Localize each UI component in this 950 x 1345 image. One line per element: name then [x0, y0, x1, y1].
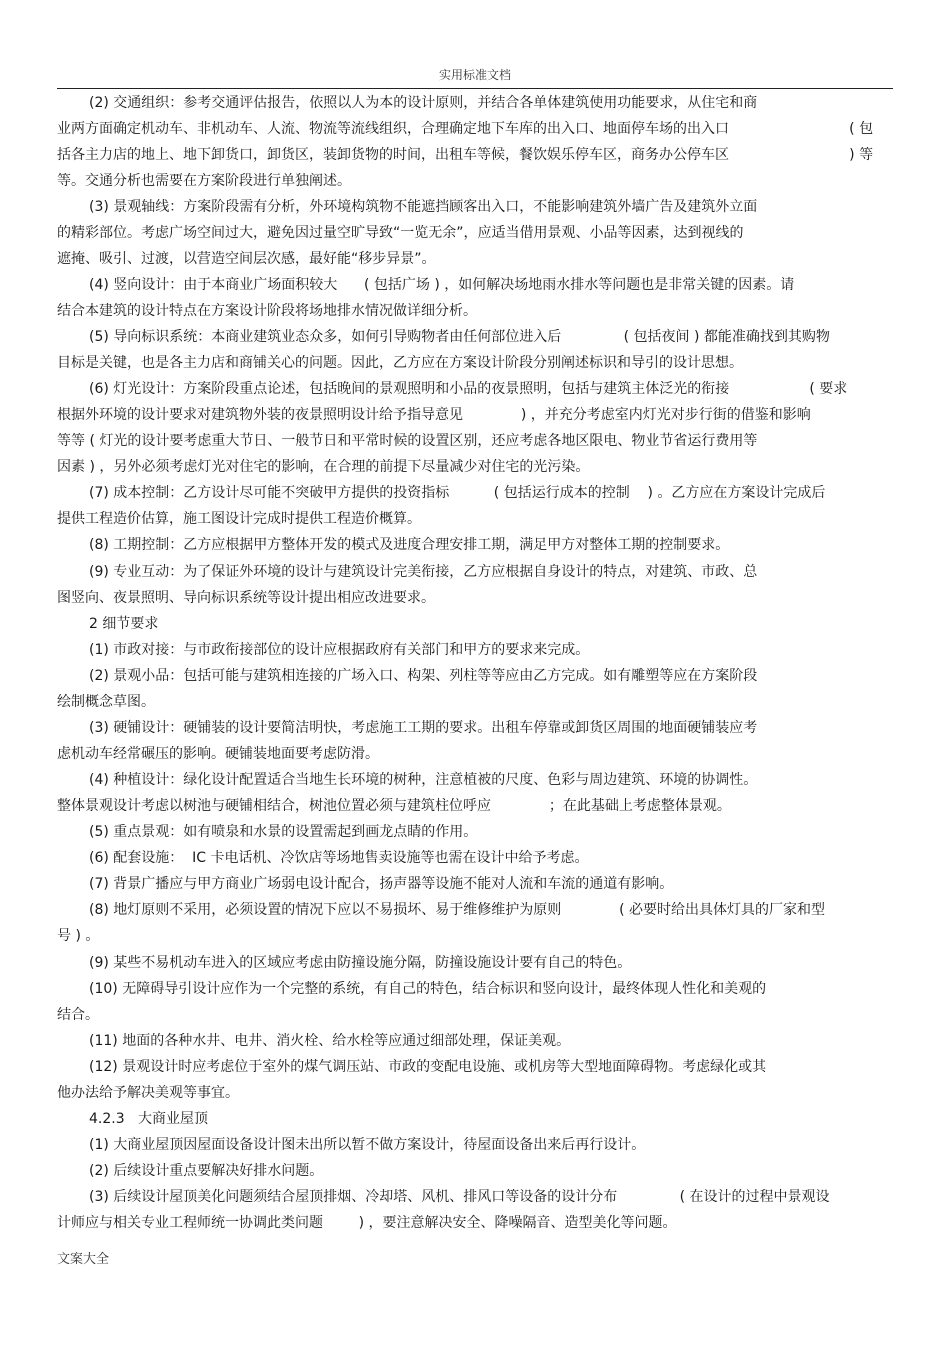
text-line: (4) 种植设计：绿化设计配置适合当地生长环境的树种，注意植被的尺度、色彩与周边建筑、环境的协调性。 [89, 772, 758, 788]
text-line: (9) 专业互动：为了保证外环境的设计与建筑设计完美衔接，乙方应根据自身设计的特点，对建筑、市政、总 [89, 564, 758, 580]
text-line: (7) 成本控制：乙方设计尽可能不突破甲方提供的投资指标 ( 包括运行成本的控制 ) 。乙方应在方案设计完成后 [89, 485, 826, 501]
text-line: (9) 某些不易机动车进入的区域应考虑由防撞设施分隔，防撞设施设计要有自己的特色。 [89, 955, 632, 971]
text-line: (1) 大商业屋顶因屋面设备设计图未出所以暂不做方案设计，待屋面设备出来后再行设计。 [89, 1137, 646, 1153]
text-line: (2) 后续设计重点要解决好排水问题。 [89, 1163, 324, 1179]
text-line: 计师应与相关专业工程师统一协调此类问题 ) ，要注意解决安全、降噪隔音、造型美化等问题。 [57, 1215, 677, 1231]
text-line: 因素 ) ，另外必须考虑灯光对住宅的影响，在合理的前提下尽量减少对住宅的光污染。 [57, 459, 590, 475]
section-heading: 4.2.3 大商业屋顶 [89, 1111, 208, 1127]
text-line: (3) 硬铺设计：硬铺装的设计要简洁明快，考虑施工工期的要求。出租车停靠或卸货区周围的地面硬铺装应考 [89, 720, 758, 736]
text-line: (6) 灯光设计：方案阶段重点论述，包括晚间的景观照明和小品的夜景照明，包括与建筑主体泛光的衔接 ( 要求 [89, 381, 848, 397]
text-line: (11) 地面的各种水井、电井、消火栓、给水栓等应通过细部处理，保证美观。 [89, 1033, 571, 1049]
text-line: 遮掩、吸引、过渡，以营造空间层次感，最好能“移步异景”。 [57, 251, 436, 267]
text-line: 虑机动车经常碾压的影响。硬铺装地面要考虑防滑。 [57, 746, 379, 762]
text-line: 等。交通分析也需要在方案阶段进行单独阐述。 [57, 173, 351, 189]
text-line: 他办法给予解决美观等事宜。 [57, 1085, 239, 1101]
text-line: 根据外环境的设计要求对建筑物外装的夜景照明设计给予指导意见 ) ，并充分考虑室内灯光对步行街的借鉴和影响 [57, 407, 811, 423]
text-line: 提供工程造价估算，施工图设计完成时提供工程造价概算。 [57, 511, 421, 527]
text-line: 号 ) 。 [57, 928, 100, 944]
text-line: (3) 景观轴线：方案阶段需有分析，外环境构筑物不能遮挡顾客出入口，不能影响建筑外墙广告及建筑外立面 [89, 199, 758, 215]
text-line: (2) 景观小品：包括可能与建筑相连接的广场入口、构架、列柱等等应由乙方完成。如有雕塑等应在方案阶段 [89, 668, 758, 684]
text-line: (3) 后续设计屋顶美化问题须结合屋顶排烟、冷却塔、风机、排风口等设备的设计分布 ( 在设计的过程中景观设 [89, 1189, 830, 1205]
text-line: 绘制概念草图。 [57, 694, 155, 710]
text-line: 目标是关键，也是各主力店和商铺关心的问题。因此，乙方应在方案设计阶段分别阐述标识和导引的设计思想。 [57, 355, 743, 371]
text-line: 的精彩部位。考虑广场空间过大，避免因过量空旷导致“一览无余”，应适当借用景观、小品等因素，达到视线的 [57, 225, 744, 241]
text-line: (12) 景观设计时应考虑位于室外的煤气调压站、市政的变配电设施、或机房等大型地面障碍物。考虑绿化或其 [89, 1059, 767, 1075]
text-line: 图竖向、夜景照明、导向标识系统等设计提出相应改进要求。 [57, 590, 435, 606]
text-line: (8) 工期控制：乙方应根据甲方整体开发的模式及进度合理安排工期，满足甲方对整体工期的控制要求。 [89, 537, 730, 553]
text-line: 整体景观设计考虑以树池与硬铺相结合，树池位置必须与建筑柱位呼应 ；在此基础上考虑整体景观。 [57, 798, 731, 814]
text-line: (2) 交通组织：参考交通评估报告，依照以人为本的设计原则，并结合各单体建筑使用功能要求，从住宅和商 [89, 95, 758, 111]
header-rule [57, 88, 893, 89]
text-line: (7) 背景广播应与甲方商业广场弱电设计配合，扬声器等设施不能对人流和车流的通道有影响。 [89, 876, 674, 892]
text-line: (1) 市政对接：与市政衔接部位的设计应根据政府有关部门和甲方的要求来完成。 [89, 642, 590, 658]
text-line: (5) 重点景观：如有喷泉和水景的设置需起到画龙点睛的作用。 [89, 824, 478, 840]
text-line: (8) 地灯原则不采用，必须设置的情况下应以不易损坏、易于维修维护为原则 ( 必要时给出具体灯具的厂家和型 [89, 902, 826, 918]
text-line: (10) 无障碍导引设计应作为一个完整的系统，有自己的特色，结合标识和竖向设计，最终体现人性化和美观的 [89, 981, 767, 997]
text-line: 结合本建筑的设计特点在方案设计阶段将场地排水情况做详细分析。 [57, 303, 477, 319]
text-line: 等等 ( 灯光的设计要考虑重大节日、一般节日和平常时候的设置区别，还应考虑各地区限电、物业节省运行费用等 [57, 433, 758, 449]
text-line: 业两方面确定机动车、非机动车、人流、物流等流线组织，合理确定地下车库的出入口、地面停车场的出入口 ( 包 [57, 121, 874, 137]
page-header: 实用标准文档 [438, 68, 511, 82]
text-line: 括各主力店的地上、地下卸货口，卸货区，装卸货物的时间，出租车等候，餐饮娱乐停车区，商务办公停车区 ) 等 [57, 147, 874, 163]
text-line: (4) 竖向设计：由于本商业广场面积较大 ( 包括广场 ) ，如何解决场地雨水排水等问题也是非常关键的因素。请 [89, 277, 795, 293]
text-line: (6) 配套设施： IC 卡电话机、冷饮店等场地售卖设施等也需在设计中给予考虑。 [89, 850, 589, 866]
text-line: 结合。 [57, 1007, 99, 1023]
section-heading: 2 细节要求 [89, 616, 159, 632]
page-footer: 文案大全 [57, 1252, 110, 1267]
text-line: (5) 导向标识系统：本商业建筑业态众多，如何引导购物者由任何部位进入后 ( 包括夜间 ) 都能准确找到其购物 [89, 329, 830, 345]
